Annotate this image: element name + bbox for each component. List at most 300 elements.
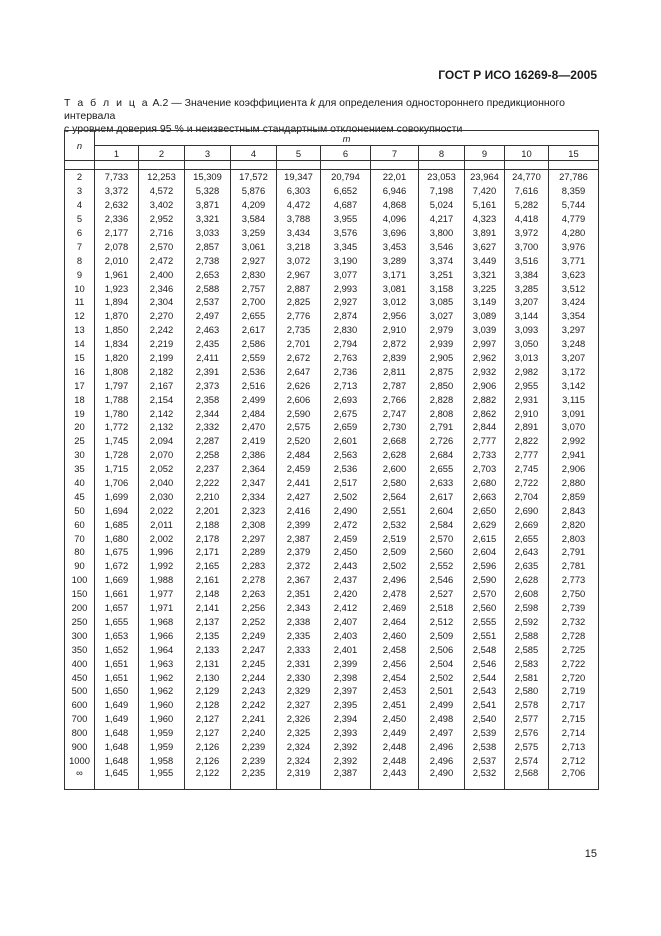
table-cell: 2,454 [371,670,419,684]
table-cell: 2,850 [419,378,465,392]
table-cell: 2,182 [139,364,185,378]
table-cell: 2,242 [139,323,185,337]
table-cell: 3,627 [465,239,505,253]
table-cell: 2,243 [231,684,277,698]
table-cell: 2,137 [185,615,231,629]
table-cell: 3,321 [465,267,505,281]
table-cell: 2,875 [419,364,465,378]
table-row [65,698,599,712]
table-cell: 2,766 [371,392,419,406]
row-n-value: 1000 [65,753,95,767]
table-cell: 2,504 [419,656,465,670]
table-cell: 2,559 [231,351,277,365]
table-row [65,559,599,573]
table-cell: 2,548 [465,642,505,656]
table-cell: 1,971 [139,601,185,615]
table-cell: 2,906 [549,462,599,476]
table-cell: 2,456 [371,656,419,670]
table-cell: 3,700 [505,239,549,253]
table-cell: 24,770 [505,170,549,184]
table-row [65,295,599,309]
table-cell: 1,955 [139,767,185,790]
table-cell: 2,403 [321,628,371,642]
table-cell: 6,303 [277,184,321,198]
row-n-value: 14 [65,337,95,351]
table-cell: 2,787 [371,378,419,392]
table-cell: 2,289 [231,545,277,559]
table-cell: 2,586 [231,337,277,351]
table-cell: 2,617 [419,489,465,503]
table-cell: 2,967 [277,267,321,281]
table-cell: 2,745 [505,462,549,476]
table-cell: 2,392 [321,753,371,767]
table-cell: 2,188 [185,517,231,531]
table-cell: 2,725 [549,642,599,656]
table-cell: 2,668 [371,434,419,448]
table-cell: 1,960 [139,698,185,712]
table-cell: 1,808 [95,364,139,378]
table-cell: 1,959 [139,740,185,754]
table-cell: 2,844 [465,420,505,434]
table-row [65,448,599,462]
table-cell: 2,563 [321,448,371,462]
table-cell: 2,580 [371,476,419,490]
row-n-value: 8 [65,253,95,267]
table-cell: 1,958 [139,753,185,767]
table-cell: 2,478 [371,587,419,601]
table-cell: 2,560 [419,545,465,559]
table-cell: 2,777 [465,434,505,448]
table-cell: 2,906 [465,378,505,392]
table-cell: 2,420 [321,587,371,601]
table-cell: 2,399 [321,656,371,670]
table-cell: 2,132 [139,420,185,434]
table-cell: 3,172 [549,364,599,378]
table-cell: 1,675 [95,545,139,559]
table-cell: 2,324 [277,753,321,767]
table-cell: 2,859 [549,489,599,503]
table-cell: 3,623 [549,267,599,281]
table-cell: 3,955 [321,212,371,226]
table-cell: 2,400 [139,267,185,281]
table-cell: 2,979 [419,323,465,337]
table-cell: 2,598 [505,601,549,615]
caption-k-symbol: k [310,97,316,109]
caption-table-id: А.2 [152,97,169,109]
table-cell: 1,651 [95,670,139,684]
table-row [65,212,599,226]
spacer-row [65,161,599,170]
table-cell: 22,01 [371,170,419,184]
table-row [65,753,599,767]
caption-table-word: Т а б л и ц а [64,97,150,109]
table-cell: 2,344 [185,406,231,420]
table-cell: 2,626 [277,378,321,392]
table-cell: 2,720 [549,670,599,684]
table-cell: 1,870 [95,309,139,323]
row-n-value: 20 [65,420,95,434]
table-cell: 2,803 [549,531,599,545]
table-cell: 2,177 [95,226,139,240]
table-row [65,337,599,351]
table-cell: 2,592 [505,615,549,629]
table-cell: 2,581 [505,670,549,684]
table-row [65,267,599,281]
table-cell: 2,862 [465,406,505,420]
table-cell: 2,604 [419,503,465,517]
table-cell: 7,420 [465,184,505,198]
table-cell: 2,910 [505,406,549,420]
table-cell: 2,331 [277,656,321,670]
table-cell: 2,463 [185,323,231,337]
table-row [65,462,599,476]
table-cell: 2,490 [419,767,465,790]
table-cell: 2,131 [185,656,231,670]
table-cell: 2,252 [231,615,277,629]
table-row [65,601,599,615]
table-cell: 1,685 [95,517,139,531]
table-cell: 3,013 [505,351,549,365]
row-n-value: 900 [65,740,95,754]
table-cell: 2,527 [419,587,465,601]
table-cell: 2,070 [139,448,185,462]
table-cell: 3,584 [231,212,277,226]
table-cell: 2,278 [231,573,277,587]
table-cell: 3,321 [185,212,231,226]
table-cell: 1,923 [95,281,139,295]
table-cell: 2,329 [277,684,321,698]
table-cell: 1,996 [139,545,185,559]
table-cell: 2,590 [465,573,505,587]
table-cell: 2,199 [139,351,185,365]
table-row [65,170,599,184]
table-cell: 2,538 [465,740,505,754]
table-cell: 2,684 [419,448,465,462]
table-cell: 2,633 [419,476,465,490]
table-cell: 2,244 [231,670,277,684]
table-cell: 2,448 [371,753,419,767]
table-row [65,628,599,642]
table-cell: 2,703 [465,462,505,476]
table-cell: 2,470 [231,420,277,434]
table-cell: 3,512 [549,281,599,295]
table-cell: 1,772 [95,420,139,434]
table-cell: 3,070 [549,420,599,434]
table-cell: 2,502 [371,559,419,573]
table-cell: 2,596 [465,559,505,573]
table-cell: 2,693 [321,392,371,406]
table-cell: 2,435 [185,337,231,351]
table-cell: 1,834 [95,337,139,351]
table-cell: 3,050 [505,337,549,351]
table-cell: 2,240 [231,726,277,740]
table-cell: 2,629 [465,517,505,531]
table-cell: 2,484 [277,448,321,462]
caption-text-a: — Значение коэффициента [168,97,311,109]
table-cell: 2,617 [231,323,277,337]
table-cell: 2,287 [185,434,231,448]
table-cell: 2,512 [419,615,465,629]
table-cell: 2,882 [465,392,505,406]
column-header-row [65,146,599,161]
table-cell: 2,982 [505,364,549,378]
table-cell: 2,237 [185,462,231,476]
table-cell: 2,395 [321,698,371,712]
table-cell: 2,506 [419,642,465,656]
table-cell: 3,972 [505,226,549,240]
table-row [65,545,599,559]
table-cell: 2,952 [139,212,185,226]
table-cell: 2,539 [465,726,505,740]
table-cell: 2,580 [505,684,549,698]
table-cell: 2,178 [185,531,231,545]
header-row-group [65,131,599,146]
table-cell: 2,713 [321,378,371,392]
table-row [65,198,599,212]
table-cell: 2,716 [139,226,185,240]
table-row [65,323,599,337]
table-cell: 3,072 [277,253,321,267]
table-cell: 2,052 [139,462,185,476]
table-cell: 1,977 [139,587,185,601]
table-cell: 2,078 [95,239,139,253]
table-cell: 2,358 [185,392,231,406]
table-cell: 3,800 [419,226,465,240]
table-cell: 2,543 [465,684,505,698]
table-cell: 2,839 [371,351,419,365]
table-cell: 2,270 [139,309,185,323]
table-cell: 2,910 [371,323,419,337]
row-n-value: 2 [65,170,95,184]
table-cell: 1,797 [95,378,139,392]
table-cell: 3,081 [371,281,419,295]
table-cell: 2,325 [277,726,321,740]
table-cell: 2,154 [139,392,185,406]
table-cell: 2,235 [231,767,277,790]
table-cell: 2,520 [277,434,321,448]
table-cell: 2,541 [465,698,505,712]
table-cell: 2,263 [231,587,277,601]
table-cell: 2,857 [185,239,231,253]
table-cell: 2,094 [139,434,185,448]
table-cell: 2,601 [321,434,371,448]
table-cell: 3,771 [549,253,599,267]
table-cell: 2,713 [549,740,599,754]
table-cell: 20,794 [321,170,371,184]
table-cell: 2,161 [185,573,231,587]
table-cell: 2,811 [371,364,419,378]
table-row [65,670,599,684]
table-cell: 3,576 [321,226,371,240]
table-cell: 2,830 [231,267,277,281]
table-cell: 2,245 [231,656,277,670]
table-cell: 2,391 [185,364,231,378]
table-cell: 3,033 [185,226,231,240]
table-cell: 2,201 [185,503,231,517]
row-n-value: 10 [65,281,95,295]
table-cell: 2,830 [321,323,371,337]
table-cell: 2,497 [185,309,231,323]
column-header-m: 3 [185,146,231,161]
table-cell: 2,570 [465,587,505,601]
caption-text-line2: с уровнем доверия 95 % и неизвестным стандартным отклонением совокупности [64,123,463,135]
table-cell: 2,537 [185,295,231,309]
table-cell: 2,219 [139,337,185,351]
table-cell: 2,256 [231,601,277,615]
table-cell: 2,450 [371,712,419,726]
table-cell: 4,687 [321,198,371,212]
column-header-m: 9 [465,146,505,161]
table-cell: 3,345 [321,239,371,253]
table-cell: 2,564 [371,489,419,503]
table-row [65,392,599,406]
column-header-m: 15 [549,146,599,161]
table-cell: 2,519 [371,531,419,545]
table-cell: 2,502 [419,670,465,684]
row-n-value: 700 [65,712,95,726]
table-cell: 19,347 [277,170,321,184]
table-cell: 27,786 [549,170,599,184]
row-n-value: 17 [65,378,95,392]
table-cell: 1,699 [95,489,139,503]
table-cell: 2,319 [277,767,321,790]
table-cell: 2,532 [371,517,419,531]
table-cell: 2,628 [371,448,419,462]
table-cell: 2,588 [505,628,549,642]
column-header-m: 8 [419,146,465,161]
table-cell: 2,615 [465,531,505,545]
table-cell: 2,701 [277,337,321,351]
table-cell: 2,732 [549,615,599,629]
table-cell: 2,394 [321,712,371,726]
table-cell: 2,458 [371,642,419,656]
table-cell: 2,643 [505,545,549,559]
table-row [65,406,599,420]
table-row [65,503,599,517]
row-n-value: 150 [65,587,95,601]
table-cell: 2,712 [549,753,599,767]
table-cell: 2,449 [371,726,419,740]
row-n-value: 600 [65,698,95,712]
row-n-value: ∞ [65,767,95,790]
table-cell: 4,572 [139,184,185,198]
column-header-m: 4 [231,146,277,161]
table-cell: 2,777 [505,448,549,462]
row-n-value: 80 [65,545,95,559]
table-cell: 2,497 [419,726,465,740]
table-cell: 2,165 [185,559,231,573]
table-cell: 1,649 [95,698,139,712]
table-cell: 2,700 [231,295,277,309]
table-cell: 3,085 [419,295,465,309]
row-n-value: 19 [65,406,95,420]
table-cell: 2,249 [231,628,277,642]
row-header-n: n [65,131,95,161]
table-cell: 2,583 [505,656,549,670]
row-n-value: 7 [65,239,95,253]
table-cell: 3,259 [231,226,277,240]
table-cell: 2,927 [231,253,277,267]
table-cell: 4,280 [549,226,599,240]
table-cell: 3,158 [419,281,465,295]
table-row [65,434,599,448]
row-n-value: 4 [65,198,95,212]
table-cell: 2,412 [321,601,371,615]
table-row [65,573,599,587]
table-cell: 2,324 [277,740,321,754]
table-cell: 1,962 [139,670,185,684]
table-cell: 2,726 [419,434,465,448]
table-cell: 1,992 [139,559,185,573]
table-cell: 2,551 [371,503,419,517]
table-cell: 2,333 [277,642,321,656]
table-cell: 2,472 [139,253,185,267]
table-cell: 2,130 [185,670,231,684]
table-cell: 2,568 [505,767,549,790]
table-row [65,226,599,240]
table-cell: 1,728 [95,448,139,462]
table-cell: 2,822 [505,434,549,448]
table-cell: 1,961 [95,267,139,281]
table-cell: 2,747 [371,406,419,420]
table-cell: 2,450 [321,545,371,559]
table-cell: 2,905 [419,351,465,365]
table-cell: 2,680 [465,476,505,490]
table-cell: 5,744 [549,198,599,212]
table-cell: 1,959 [139,726,185,740]
table-cell: 2,241 [231,712,277,726]
table-cell: 2,171 [185,545,231,559]
table-cell: 2,735 [277,323,321,337]
table-cell: 2,941 [549,448,599,462]
column-header-m: 10 [505,146,549,161]
table-cell: 2,773 [549,573,599,587]
table-cell: 3,225 [465,281,505,295]
table-cell: 2,464 [371,615,419,629]
table-row [65,615,599,629]
table-cell: 2,499 [419,698,465,712]
table-cell: 2,210 [185,489,231,503]
table-cell: 2,555 [465,615,505,629]
table-cell: 2,750 [549,587,599,601]
table-cell: 1,715 [95,462,139,476]
table-cell: 2,011 [139,517,185,531]
table-cell: 2,931 [505,392,549,406]
table-cell: 2,635 [505,559,549,573]
table-cell: 2,392 [321,740,371,754]
table-cell: 3,149 [465,295,505,309]
table-cell: 2,142 [139,406,185,420]
table-cell: 2,722 [505,476,549,490]
table-row [65,281,599,295]
row-n-value: 9 [65,267,95,281]
table-cell: 1,820 [95,351,139,365]
table-cell: 2,606 [277,392,321,406]
table-cell: 2,397 [321,684,371,698]
standard-designation: ГОСТ Р ИСО 16269-8—2005 [438,68,597,82]
table-cell: 2,239 [231,740,277,754]
table-cell: 6,652 [321,184,371,198]
table-cell: 2,127 [185,726,231,740]
row-n-value: 40 [65,476,95,490]
table-cell: 3,089 [465,309,505,323]
table-cell: 2,239 [231,753,277,767]
table-cell: 1,780 [95,406,139,420]
table-cell: 23,053 [419,170,465,184]
table-row [65,184,599,198]
table-cell: 5,876 [231,184,277,198]
table-cell: 2,437 [321,573,371,587]
